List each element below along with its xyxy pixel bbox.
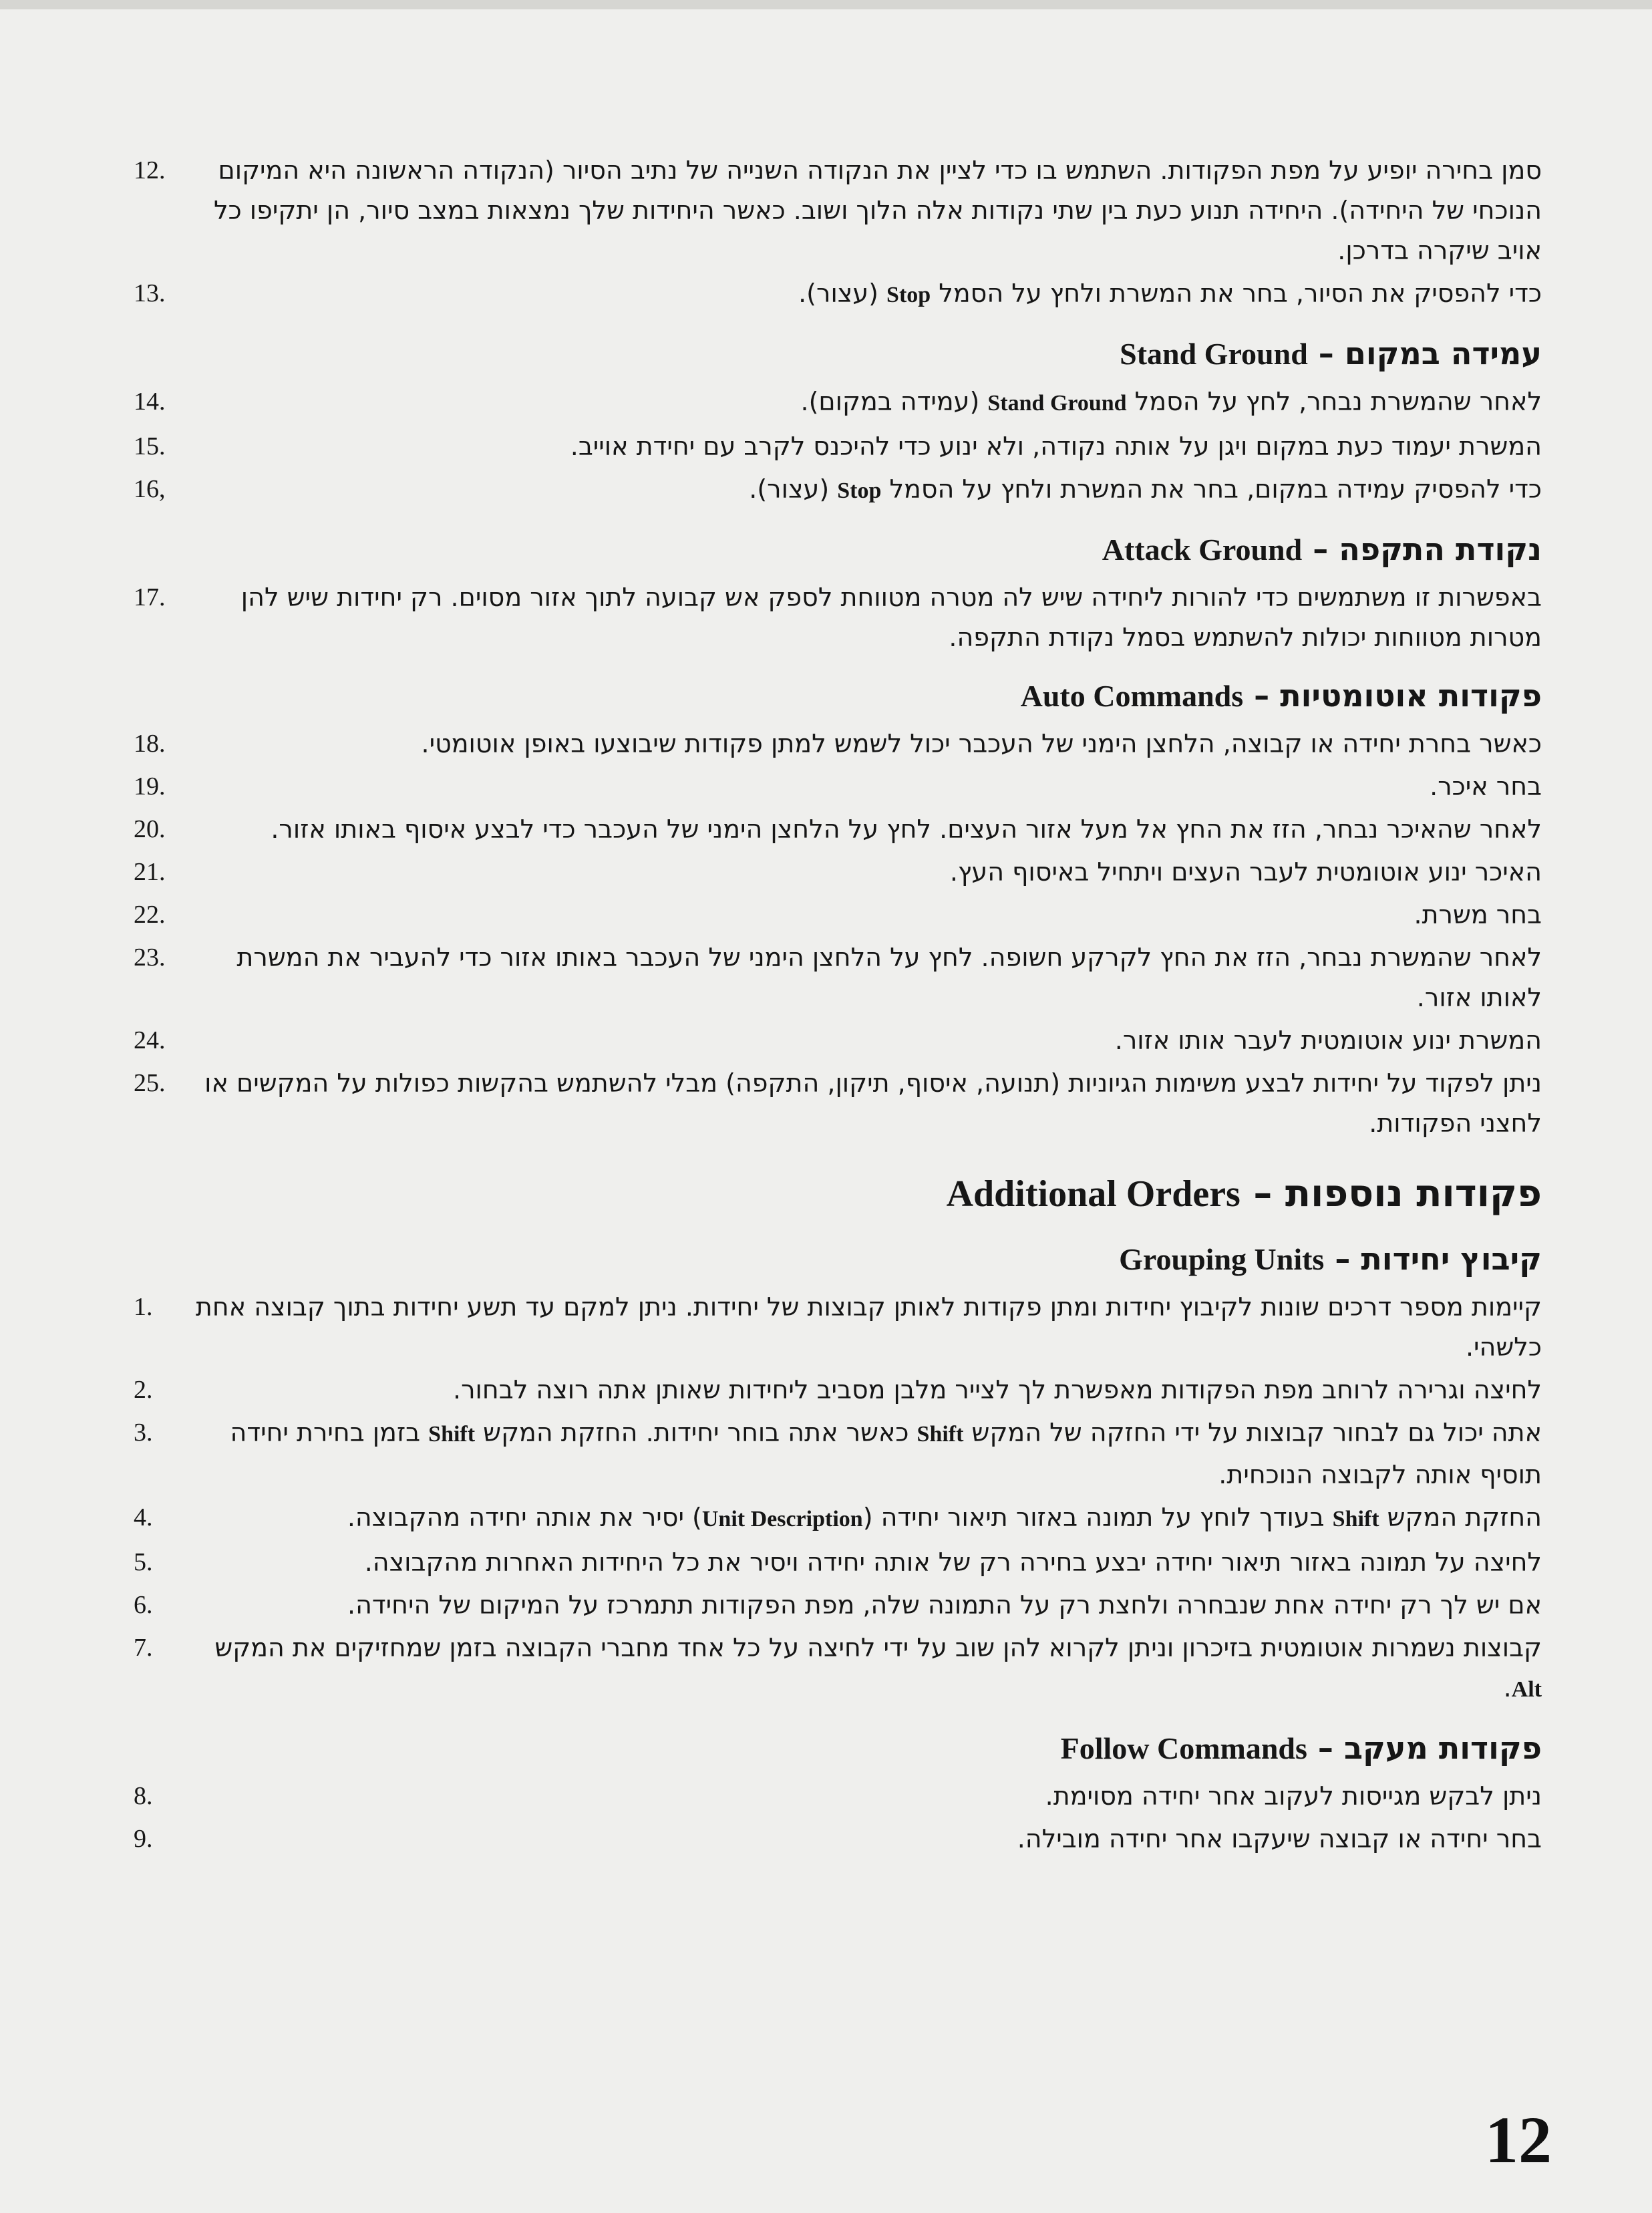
item-text [190,937,1542,1018]
text-run: (עצור). [749,474,838,504]
item-text [190,895,1542,935]
english-term: Stand Ground [987,391,1127,416]
list-item [134,937,1542,1018]
item-text [190,577,1542,657]
text-run: בחר יחידה או קבוצה שיעקבו אחר יחידה מובילה. [1017,1824,1542,1854]
item-number: 18. [134,730,166,758]
text-run: . [1503,1673,1512,1703]
list-item [134,895,1542,935]
english-term: Shift [1332,1507,1379,1531]
page-content [134,150,1542,1862]
list-item [134,724,1542,764]
item-text [190,1497,1542,1539]
heading-english: Auto Commands [1020,679,1244,713]
list-item [134,150,1542,271]
text-run: לחיצה וגרירה לרוחב מפת הפקודות מאפשרת לך לצייר מלבן מסביב ליחידות שאותן אתה רוצה לבחור. [453,1375,1542,1405]
list-item [134,382,1542,424]
item-text [190,766,1542,806]
list-item [134,1497,1542,1539]
item-number: 7. [134,1634,153,1662]
subsection-heading [134,1725,1542,1772]
subsection-heading [134,1235,1542,1283]
heading-hebrew: נקודת התקפה – [1302,531,1542,567]
heading-hebrew: פקודות אוטומטיות – [1243,678,1542,714]
item-text [190,1370,1542,1410]
item-number: 23. [134,943,166,972]
subsection-heading [134,330,1542,378]
item-text [190,150,1542,271]
item-number: 3. [134,1419,153,1447]
item-text [190,426,1542,466]
english-term: Shift [917,1422,964,1447]
item-number: 12. [134,156,166,184]
heading-english: Additional Orders [946,1173,1241,1215]
top-edge [0,0,1652,9]
heading-hebrew: פקודות נוספות – [1240,1172,1542,1215]
list-item [134,1776,1542,1816]
list-item [134,1020,1542,1060]
item-text [190,724,1542,764]
text-run: סמן בחירה יופיע על מפת הפקודות. השתמש בו כדי לציין את הנקודה השנייה של נתיב הסיור (הנקודה הראשונה היא המיקום הנוכחי של היחידה). היחידה תנוע כעת בין שתי נקודות אלה הלוך ושוב. כאשר היחידות שלך נמצאות במצב סיור, הן יתקיפו כל אויב שיקרה בדרכן. [214,156,1542,265]
item-number: 14. [134,388,166,416]
item-text [190,1020,1542,1060]
item-number: 1. [134,1293,153,1321]
item-number: 9. [134,1825,153,1853]
heading-hebrew: פקודות מעקב – [1307,1730,1542,1766]
text-run: האיכר ינוע אוטומטית לעבר העצים ויתחיל באיסוף העץ. [949,857,1542,887]
item-text [190,1287,1542,1367]
item-text [190,1628,1542,1710]
item-number: 15. [134,432,166,460]
item-number: 13. [134,279,166,307]
list-item [134,577,1542,657]
item-text [190,1063,1542,1143]
text-run: בחר איכר. [1430,772,1542,801]
text-run: המשרת יעמוד כעת במקום ויגן על אותה נקודה, ולא ינוע כדי להיכנס לקרב עם יחידת אוייב. [570,432,1542,461]
item-number: 16, [134,475,166,503]
item-number: 22. [134,901,166,929]
text-run: כאשר בחרת יחידה או קבוצה, הלחצן הימני של העכבר יכול לשמש למתן פקודות שיבוצעו באופן אוטומטי. [421,729,1542,758]
text-run: לאחר שהמשרת נבחר, הזז את החץ לקרקע חשופה. לחץ על הלחצן הימני של העכבר באותו אזור כדי להעביר את המשרת לאותו אזור. [236,943,1542,1012]
subsection-heading [134,526,1542,573]
text-run: המשרת ינוע אוטומטית לעבר אותו אזור. [1114,1026,1542,1055]
text-run: אתה יכול גם לבחור קבוצות על ידי החזקה של המקש [963,1418,1542,1447]
item-text [190,1819,1542,1859]
item-text [190,273,1542,315]
list-item [134,1585,1542,1625]
text-run: לחיצה על תמונה באזור תיאור יחידה יבצע בחירה רק של אותה יחידה ויסיר את כל היחידות האחרות מהקבוצה. [364,1547,1542,1577]
item-text [190,1413,1542,1495]
text-run: לאחר שהאיכר נבחר, הזז את החץ אל מעל אזור העצים. לחץ על הלחצן הימני של העכבר כדי לבצע איסוף באותו אזור. [271,815,1542,844]
item-number: 8. [134,1782,153,1810]
text-run: ) יסיר את אותה יחידה מהקבוצה. [347,1503,702,1532]
item-text [190,382,1542,424]
text-run: (עצור). [798,279,887,308]
item-number: 25. [134,1069,166,1097]
heading-english: Stand Ground [1120,337,1308,371]
item-number: 24. [134,1026,166,1054]
item-text [190,809,1542,849]
list-item [134,1370,1542,1410]
text-run: אם יש לך רק יחידה אחת שנבחרה ולחצת רק על התמונה שלה, מפת הפקודות תתמרכז על המיקום של היחידה. [347,1590,1542,1620]
item-number: 5. [134,1548,153,1576]
heading-hebrew: קיבוץ יחידות – [1324,1241,1542,1277]
list-item [134,469,1542,511]
item-text [190,1585,1542,1625]
text-run: בעודך לוחץ על תמונה באזור תיאור יחידה ( [862,1503,1333,1532]
item-text [190,1542,1542,1582]
english-term: Stop [837,478,882,503]
item-number: 21. [134,858,166,886]
item-number: 4. [134,1503,153,1531]
item-text [190,852,1542,892]
text-run: החזקת המקש [1379,1503,1542,1532]
item-number: 17. [134,583,166,611]
list-item [134,1542,1542,1582]
page-number: 12 [1485,2103,1552,2177]
heading-english: Attack Ground [1102,533,1303,567]
text-run: כדי להפסיק עמידה במקום, בחר את המשרת ולחץ על הסמל [881,474,1542,504]
subsection-heading [134,672,1542,720]
text-run: כאשר אתה בוחר יחידות. החזקת המקש [475,1418,917,1447]
text-run: כדי להפסיק את הסיור, בחר את המשרת ולחץ על הסמל [931,279,1542,308]
item-text [190,469,1542,511]
item-number: 6. [134,1591,153,1619]
section-heading [134,1167,1542,1221]
english-term: Shift [428,1422,476,1447]
text-run: קיימות מספר דרכים שונות לקיבוץ יחידות ומתן פקודות לאותן קבוצות של יחידות. ניתן למקם עד תשע יחידות בתוך קבוצה אחת כלשהי. [195,1292,1542,1362]
item-number: 20. [134,815,166,843]
heading-english: Follow Commands [1060,1731,1307,1765]
heading-hebrew: עמידה במקום – [1307,335,1542,372]
text-run: בזמן בחירת יחידה תוסיף אותה לקבוצה הנוכחית. [230,1418,1542,1489]
text-run: (עמידה במקום). [800,387,988,416]
english-term: Stop [886,283,931,307]
list-item [134,1413,1542,1495]
text-run: ניתן לבקש מגייסות לעקוב אחר יחידה מסוימת. [1045,1781,1542,1811]
item-text [190,1776,1542,1816]
heading-english: Grouping Units [1119,1242,1325,1276]
english-term: Unit Description [701,1507,863,1531]
text-run: באפשרות זו משתמשים כדי להורות ליחידה שיש לה מטרה מטווחת לספק אש קבועה לתוך אזור מסוים. רק יחידות שיש להן מטרות מטווחות יכולות להשתמש בסמל נקודת התקפה. [240,583,1542,652]
text-run: קבוצות נשמרות אוטומטית בזיכרון וניתן לקרוא להן שוב על ידי לחיצה על כל אחד מחברי הקבוצה בזמן שמחזיקים את המקש [214,1633,1542,1662]
item-number: 2. [134,1376,153,1404]
list-item [134,426,1542,466]
list-item [134,766,1542,806]
text-run: ניתן לפקוד על יחידות לבצע משימות הגיוניות (תנועה, איסוף, תיקון, התקפה) מבלי להשתמש בהקשות כפולות על המקשים או לחצני הפקודות. [204,1068,1542,1138]
english-term: Alt [1511,1677,1542,1702]
list-item [134,1063,1542,1143]
list-item [134,273,1542,315]
list-item [134,852,1542,892]
text-run: לאחר שהמשרת נבחר, לחץ על הסמל [1126,387,1542,416]
list-item [134,1628,1542,1710]
item-number: 19. [134,772,166,800]
text-run: בחר משרת. [1414,900,1542,929]
list-item [134,809,1542,849]
list-item [134,1287,1542,1367]
list-item [134,1819,1542,1859]
